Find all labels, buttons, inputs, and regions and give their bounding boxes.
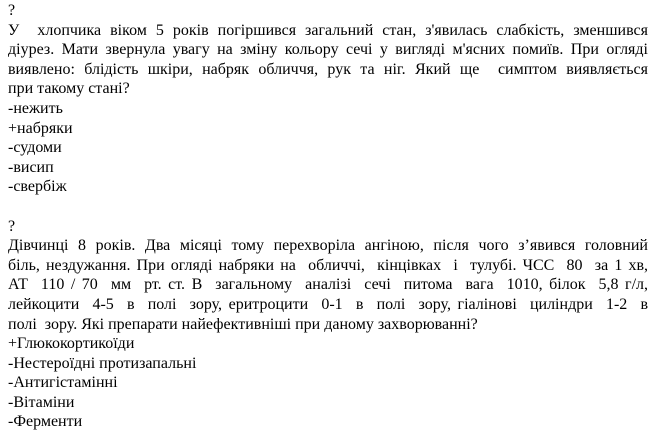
question-1-text-line: при такому стані?: [8, 80, 130, 98]
question-2-text-line: полі зору. Які препарати найефективніші при даному захворюванні?: [8, 315, 478, 333]
question-1-text-line: діурез. Мати звернула увагу на зміну кольору сечі у вигляді м'ясних помиїв. При огляді: [8, 41, 648, 59]
question-1-option: +набряки: [8, 119, 73, 137]
question-2-text-line: АТ 110 / 70 мм рт. ст. В загальному аналізі сечі питома вага 1010, білок 5,8 г/л,: [8, 276, 648, 294]
question-1-option: -свербіж: [8, 178, 67, 196]
question-2-marker: ?: [8, 217, 16, 235]
question-1-text-line: виявлено: блідість шкіри, набряк обличчя, рук та ніг. Який ще симптом виявляється: [8, 60, 648, 78]
question-2-option: -Вітаміни: [8, 393, 75, 411]
question-1: [8, 1, 648, 197]
question-2-text-line: біль, нездужання. При огляді набряки на обличчі, кінцівках і тулубі. ЧСС 80 за 1 хв,: [8, 256, 648, 274]
question-2: [8, 217, 648, 432]
question-2-text-line: Дівчинці 8 років. Два місяці тому перехворіла ангіною, після чого з’явився головний: [8, 237, 648, 255]
question-1-option: -судоми: [8, 139, 62, 157]
question-2-option: -Нестероїдні протизапальні: [8, 354, 197, 372]
question-1-option: -висип: [8, 158, 54, 176]
question-2-option: -Ферменти: [8, 413, 83, 431]
question-2-option: -Антигістамінні: [8, 374, 118, 392]
question-2-option: +Глюкокортикоїди: [8, 335, 135, 353]
question-2-text-line: лейкоцити 4-5 в полі зору, еритроцити 0-1 в полі зору, гіалінові циліндри 1-2 в: [8, 295, 648, 313]
question-1-marker: ?: [8, 2, 16, 19]
blank-line: [8, 197, 648, 217]
question-1-text-line: У хлопчика віком 5 років погіршився загальний стан, з'явилась слабкість, зменшився: [8, 21, 648, 39]
question-1-option: -нежить: [8, 99, 63, 117]
